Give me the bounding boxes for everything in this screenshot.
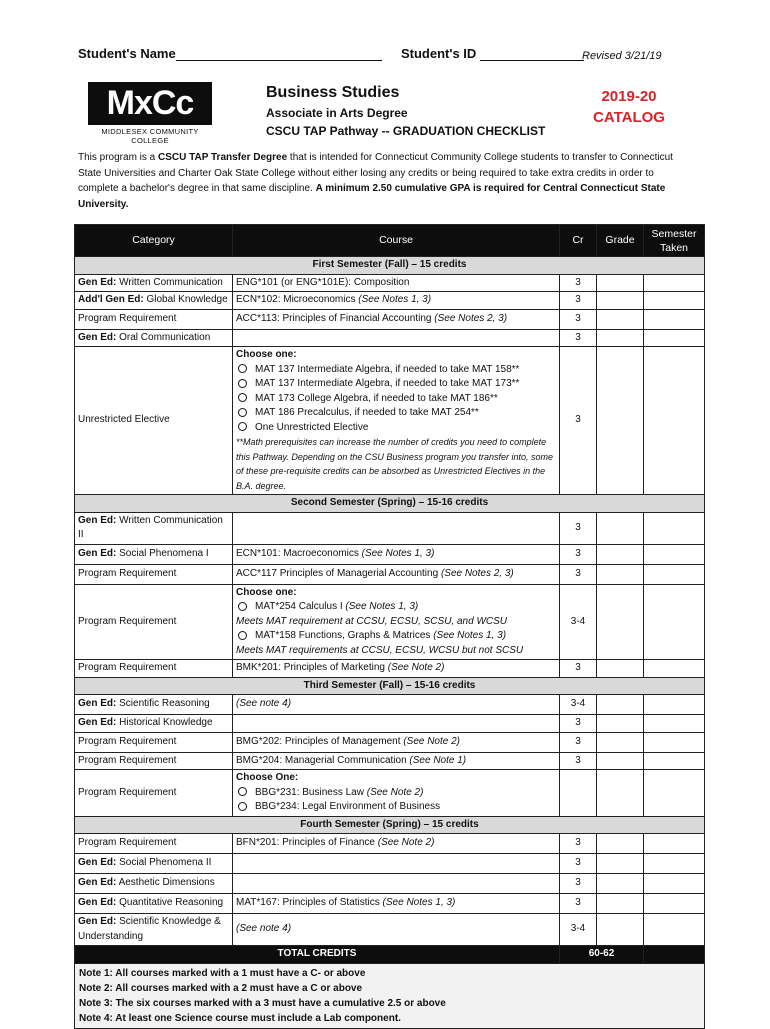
col-course: Course — [233, 225, 560, 257]
credits-cell: 3 — [560, 874, 597, 894]
col-taken-line1: Semester — [651, 227, 697, 240]
course-text: ACC*117 Principles of Managerial Accounting — [236, 567, 441, 579]
option-row[interactable] — [236, 787, 423, 798]
course-note: (See Note 2) — [387, 662, 445, 673]
grade-cell[interactable] — [597, 544, 644, 564]
intro-bold-2: A minimum 2.50 cumulative GPA is required for Central Connecticut State University. — [78, 183, 666, 210]
course-cell — [233, 732, 560, 752]
category-text: Historical Knowledge — [116, 717, 213, 728]
semester-heading — [75, 257, 705, 275]
grade-cell[interactable] — [597, 770, 644, 817]
course-cell — [233, 329, 560, 347]
radio-circle-icon[interactable] — [238, 602, 247, 611]
checklist-table — [74, 224, 705, 1029]
grade-cell[interactable] — [597, 834, 644, 854]
semester-taken-cell[interactable] — [644, 914, 705, 946]
category-bold: Gen Ed: — [78, 514, 117, 526]
category-bold: Gen Ed: — [78, 276, 117, 288]
course-note: (See Note 2) — [377, 837, 435, 849]
radio-circle-icon[interactable] — [238, 408, 247, 417]
semester-heading — [75, 495, 705, 513]
semester-taken-cell[interactable] — [644, 695, 705, 715]
course-text: BMG*202: Principles of Management — [236, 735, 404, 747]
course-options-cell — [233, 347, 560, 495]
radio-circle-icon[interactable] — [238, 393, 247, 402]
option-meets-note: Meets MAT requirements at CCSU, ECSU, WCSU but not SCSU — [236, 644, 524, 656]
credits-cell: 3 — [560, 347, 597, 495]
intro-text-1: This program is a — [78, 152, 159, 163]
category-cell — [75, 894, 233, 914]
total-value: 60-62 — [560, 946, 644, 964]
table-row — [75, 564, 705, 584]
col-taken-line2: Taken — [659, 241, 689, 254]
program-title: Business Studies — [266, 84, 400, 101]
grade-cell[interactable] — [597, 292, 644, 310]
pathway-title: CSCU TAP Pathway -- GRADUATION CHECKLIST — [266, 124, 546, 138]
credits-cell: 3 — [560, 564, 597, 584]
radio-circle-icon[interactable] — [238, 631, 247, 640]
category-text: Social Phenomena I — [116, 547, 209, 559]
category-bold: Gen Ed: — [78, 698, 117, 710]
option-meets-note: Meets MAT requirement at CCSU, ECSU, SCSU, and WCSU — [236, 615, 507, 627]
table-row — [75, 732, 705, 752]
category-text: Aesthetic Dimensions — [116, 877, 215, 889]
col-semester-taken — [644, 225, 705, 257]
category-cell — [75, 512, 233, 544]
credits-cell: 3 — [560, 732, 597, 752]
course-cell: ENG*101 (or ENG*101E): Composition — [233, 274, 560, 292]
option-label: One Unrestricted Elective — [255, 421, 369, 433]
category-text: Scientific Knowledge & Understanding — [78, 916, 221, 942]
logo-subtitle: MIDDLESEX COMMUNITY COLLEGE — [101, 127, 199, 145]
category-text: Written Communication — [116, 276, 223, 288]
radio-circle-icon[interactable] — [238, 802, 247, 811]
credits-cell: 3 — [560, 309, 597, 329]
credits-cell: 3 — [560, 292, 597, 310]
catalog-year-value: 2019-20 — [601, 88, 657, 105]
course-note: (See Notes 1, 3) — [382, 897, 456, 909]
category-bold: Gen Ed: — [78, 897, 117, 909]
grade-cell[interactable] — [597, 914, 644, 946]
degree-name: Associate in Arts Degree — [266, 106, 408, 120]
radio-circle-icon[interactable] — [238, 787, 247, 796]
option-label: BBG*231: Business Law — [255, 786, 367, 798]
grade-cell[interactable] — [597, 584, 644, 660]
grade-cell[interactable] — [597, 894, 644, 914]
semester-taken-cell[interactable] — [644, 347, 705, 495]
col-cr: Cr — [560, 225, 597, 257]
grade-cell[interactable] — [597, 347, 644, 495]
course-cell — [233, 564, 560, 584]
category-cell — [75, 544, 233, 564]
category-bold: Gen Ed: — [78, 547, 117, 559]
credits-cell: 3 — [560, 894, 597, 914]
category-bold: Gen Ed: — [78, 877, 117, 889]
course-cell — [233, 752, 560, 770]
option-label: MAT*158 Functions, Graphs & Matrices — [255, 630, 434, 641]
course-cell — [233, 894, 560, 914]
table-row — [75, 292, 705, 310]
course-cell — [233, 695, 560, 715]
category-bold: Gen Ed: — [78, 331, 117, 343]
category-cell — [75, 715, 233, 733]
semester-taken-cell[interactable] — [644, 564, 705, 584]
category-text: Oral Communication — [116, 331, 211, 343]
category-bold: Gen Ed: — [78, 916, 117, 927]
credits-cell: 3 — [560, 854, 597, 874]
option-note: (See Notes 1, 3) — [345, 601, 419, 612]
table-row — [75, 894, 705, 914]
category-text: Social Phenomena II — [116, 857, 212, 869]
intro-bold-1: CSCU TAP Transfer Degree — [158, 152, 288, 163]
credits-cell — [560, 770, 597, 817]
semester-taken-cell[interactable] — [644, 834, 705, 854]
category-cell: Program Requirement — [75, 732, 233, 752]
option-label: MAT 137 Intermediate Algebra, if needed to take MAT 173** — [255, 378, 520, 389]
course-options-cell — [233, 770, 560, 817]
col-category: Category — [75, 225, 233, 257]
category-cell: Program Requirement — [75, 564, 233, 584]
course-text: MAT*167: Principles of Statistics — [236, 897, 383, 909]
intro-paragraph — [78, 150, 688, 212]
radio-circle-icon[interactable] — [238, 379, 247, 388]
course-cell — [233, 660, 560, 678]
course-text: BFN*201: Principles of Finance — [236, 837, 378, 849]
option-row[interactable] — [236, 630, 506, 641]
semester-taken-cell[interactable] — [644, 584, 705, 660]
option-row[interactable] — [236, 378, 519, 389]
category-cell — [75, 292, 233, 310]
category-cell — [75, 914, 233, 946]
notes-cell — [75, 963, 705, 1028]
semester-heading — [75, 816, 705, 834]
course-note: (See Note 2) — [403, 735, 461, 747]
option-note: (See Notes 1, 3) — [433, 630, 507, 641]
table-row — [75, 874, 705, 894]
note-3: Note 3: The six courses marked with a 3 must have a cumulative 2.5 or above — [79, 997, 446, 1009]
category-text: Quantitative Reasoning — [116, 897, 224, 909]
semester-taken-cell[interactable] — [644, 512, 705, 544]
course-note: (See Notes 2, 3) — [434, 312, 508, 324]
credits-cell: 3-4 — [560, 695, 597, 715]
semester-title: First Semester (Fall) – 15 credits — [75, 257, 705, 275]
course-text: BMG*204: Managerial Communication — [236, 754, 410, 766]
course-note: (See note 4) — [236, 698, 292, 710]
course-note: (See Notes 1, 3) — [358, 294, 432, 305]
option-row[interactable] — [236, 364, 519, 375]
option-row[interactable] — [236, 393, 498, 404]
course-cell — [233, 715, 560, 733]
category-cell: Unrestricted Elective — [75, 347, 233, 495]
category-cell — [75, 274, 233, 292]
course-cell — [233, 914, 560, 946]
option-label: MAT 137 Intermediate Algebra, if needed to take MAT 158** — [255, 363, 520, 375]
option-row[interactable] — [236, 407, 479, 418]
table-row — [75, 347, 705, 495]
radio-circle-icon[interactable] — [238, 422, 247, 431]
radio-circle-icon[interactable] — [238, 364, 247, 373]
credits-cell: 3 — [560, 660, 597, 678]
table-row — [75, 274, 705, 292]
grade-cell[interactable] — [597, 274, 644, 292]
grade-cell[interactable] — [597, 309, 644, 329]
category-cell — [75, 874, 233, 894]
semester-title: Second Semester (Spring) – 15-16 credits — [75, 495, 705, 513]
course-options-cell — [233, 584, 560, 660]
semester-taken-cell[interactable] — [644, 874, 705, 894]
math-prereq-note: **Math prerequisites can increase the number of credits you need to complete this Pathway. Depending on the CSU Business program you transfer into, some of these pre-requisite credits can be absorbed as Unrestricted Electives in the B.A. degree. — [236, 437, 553, 491]
credits-cell: 3 — [560, 715, 597, 733]
course-note: (See Notes 2, 3) — [440, 567, 514, 579]
category-bold: Gen Ed: — [78, 717, 117, 728]
table-row — [75, 834, 705, 854]
grade-cell[interactable] — [597, 695, 644, 715]
catalog-word: CATALOG — [593, 109, 665, 126]
grade-cell[interactable] — [597, 854, 644, 874]
semester-heading — [75, 677, 705, 695]
course-cell — [233, 309, 560, 329]
table-row — [75, 752, 705, 770]
table-row — [75, 512, 705, 544]
option-row[interactable] — [236, 601, 418, 612]
student-id-field[interactable] — [480, 48, 584, 61]
semester-taken-cell[interactable] — [644, 544, 705, 564]
note-1: Note 1: All courses marked with a 1 must have a C- or above — [79, 967, 366, 979]
course-note: (See Note 1) — [409, 754, 467, 766]
table-row — [75, 309, 705, 329]
course-text: ACC*113: Principles of Financial Accounting — [236, 312, 435, 324]
semester-taken-cell[interactable] — [644, 309, 705, 329]
semester-taken-cell[interactable] — [644, 329, 705, 347]
table-row — [75, 584, 705, 660]
credits-cell: 3 — [560, 512, 597, 544]
grade-cell[interactable] — [597, 752, 644, 770]
category-bold: Add'l Gen Ed: — [78, 294, 144, 305]
course-note: (See note 4) — [236, 923, 292, 935]
category-cell: Program Requirement — [75, 752, 233, 770]
table-row — [75, 695, 705, 715]
semester-taken-cell[interactable] — [644, 715, 705, 733]
table-row — [75, 854, 705, 874]
total-row — [75, 946, 705, 964]
table-header — [75, 225, 705, 257]
course-cell — [233, 874, 560, 894]
choose-label: Choose one: — [236, 586, 297, 598]
credits-cell: 3-4 — [560, 584, 597, 660]
student-name-field[interactable] — [176, 48, 382, 61]
category-cell: Program Requirement — [75, 584, 233, 660]
option-label: MAT*254 Calculus I — [255, 601, 346, 612]
course-note: (See Notes 1, 3) — [361, 547, 435, 559]
semester-title: Third Semester (Fall) – 15-16 credits — [75, 677, 705, 695]
semester-taken-cell[interactable] — [644, 292, 705, 310]
student-name-label: Student's Name — [78, 46, 176, 61]
category-cell: Program Requirement — [75, 770, 233, 817]
course-text: ECN*102: Microeconomics — [236, 294, 359, 305]
col-grade: Grade — [597, 225, 644, 257]
table-row — [75, 660, 705, 678]
category-cell — [75, 695, 233, 715]
grade-cell[interactable] — [597, 715, 644, 733]
total-label: TOTAL CREDITS — [75, 946, 560, 964]
option-row[interactable] — [236, 422, 368, 433]
option-label: BBG*234: Legal Environment of Business — [255, 801, 441, 812]
category-cell: Program Requirement — [75, 309, 233, 329]
semester-taken-cell[interactable] — [644, 854, 705, 874]
choose-label: Choose One: — [236, 772, 299, 783]
option-label: MAT 173 College Algebra, if needed to take MAT 186** — [255, 392, 498, 404]
semester-taken-cell[interactable] — [644, 732, 705, 752]
course-cell — [233, 834, 560, 854]
category-cell: Program Requirement — [75, 834, 233, 854]
total-blank — [644, 946, 705, 964]
choose-label: Choose one: — [236, 349, 297, 360]
category-text: Scientific Reasoning — [116, 698, 210, 710]
notes-row — [75, 963, 705, 1028]
grade-cell[interactable] — [597, 512, 644, 544]
course-cell — [233, 292, 560, 310]
semester-title: Fourth Semester (Spring) – 15 credits — [75, 816, 705, 834]
category-bold: Gen Ed: — [78, 857, 117, 869]
logo-mark: MxCc — [88, 82, 212, 125]
course-cell — [233, 854, 560, 874]
grade-cell[interactable] — [597, 660, 644, 678]
course-cell — [233, 544, 560, 564]
grade-cell[interactable] — [597, 564, 644, 584]
semester-taken-cell[interactable] — [644, 660, 705, 678]
college-logo — [88, 82, 212, 145]
semester-taken-cell[interactable] — [644, 894, 705, 914]
note-2: Note 2: All courses marked with a 2 must have a C or above — [79, 982, 363, 994]
table-row — [75, 914, 705, 946]
note-4: Note 4: At least one Science course must include a Lab component. — [79, 1012, 401, 1024]
grade-cell[interactable] — [597, 874, 644, 894]
credits-cell: 3 — [560, 329, 597, 347]
category-cell — [75, 329, 233, 347]
category-text: Written Communication II — [78, 514, 223, 540]
semester-taken-cell[interactable] — [644, 752, 705, 770]
student-id-label: Student's ID — [400, 46, 477, 61]
course-text: BMK*201: Principles of Marketing — [236, 662, 388, 673]
course-cell — [233, 512, 560, 544]
credits-cell: 3 — [560, 274, 597, 292]
semester-taken-cell[interactable] — [644, 274, 705, 292]
intro-text-2: that is intended for Connecticut Community College students to transfer to Connecticut State Universities and Charter Oak State College without either losing any credits or being required to take extra credits in order to complete a bachelor's degree in that same discipline. — [78, 152, 673, 194]
catalog-year — [580, 86, 678, 128]
revised-date: Revised 3/21/19 — [582, 50, 662, 62]
student-info-line — [78, 46, 584, 61]
option-label: MAT 186 Precalculus, if needed to take MAT 254** — [255, 407, 479, 418]
course-text: ECN*101: Macroeconomics — [236, 547, 362, 559]
table-row — [75, 544, 705, 564]
grade-cell[interactable] — [597, 732, 644, 752]
category-cell — [75, 854, 233, 874]
credits-cell: 3 — [560, 544, 597, 564]
category-text: Global Knowledge — [143, 294, 228, 305]
table-row — [75, 770, 705, 817]
option-row[interactable] — [236, 801, 440, 812]
category-cell: Program Requirement — [75, 660, 233, 678]
credits-cell: 3 — [560, 752, 597, 770]
table-row — [75, 715, 705, 733]
grade-cell[interactable] — [597, 329, 644, 347]
semester-taken-cell[interactable] — [644, 770, 705, 817]
credits-cell: 3 — [560, 834, 597, 854]
credits-cell: 3-4 — [560, 914, 597, 946]
option-note: (See Note 2) — [366, 786, 424, 798]
table-row — [75, 329, 705, 347]
